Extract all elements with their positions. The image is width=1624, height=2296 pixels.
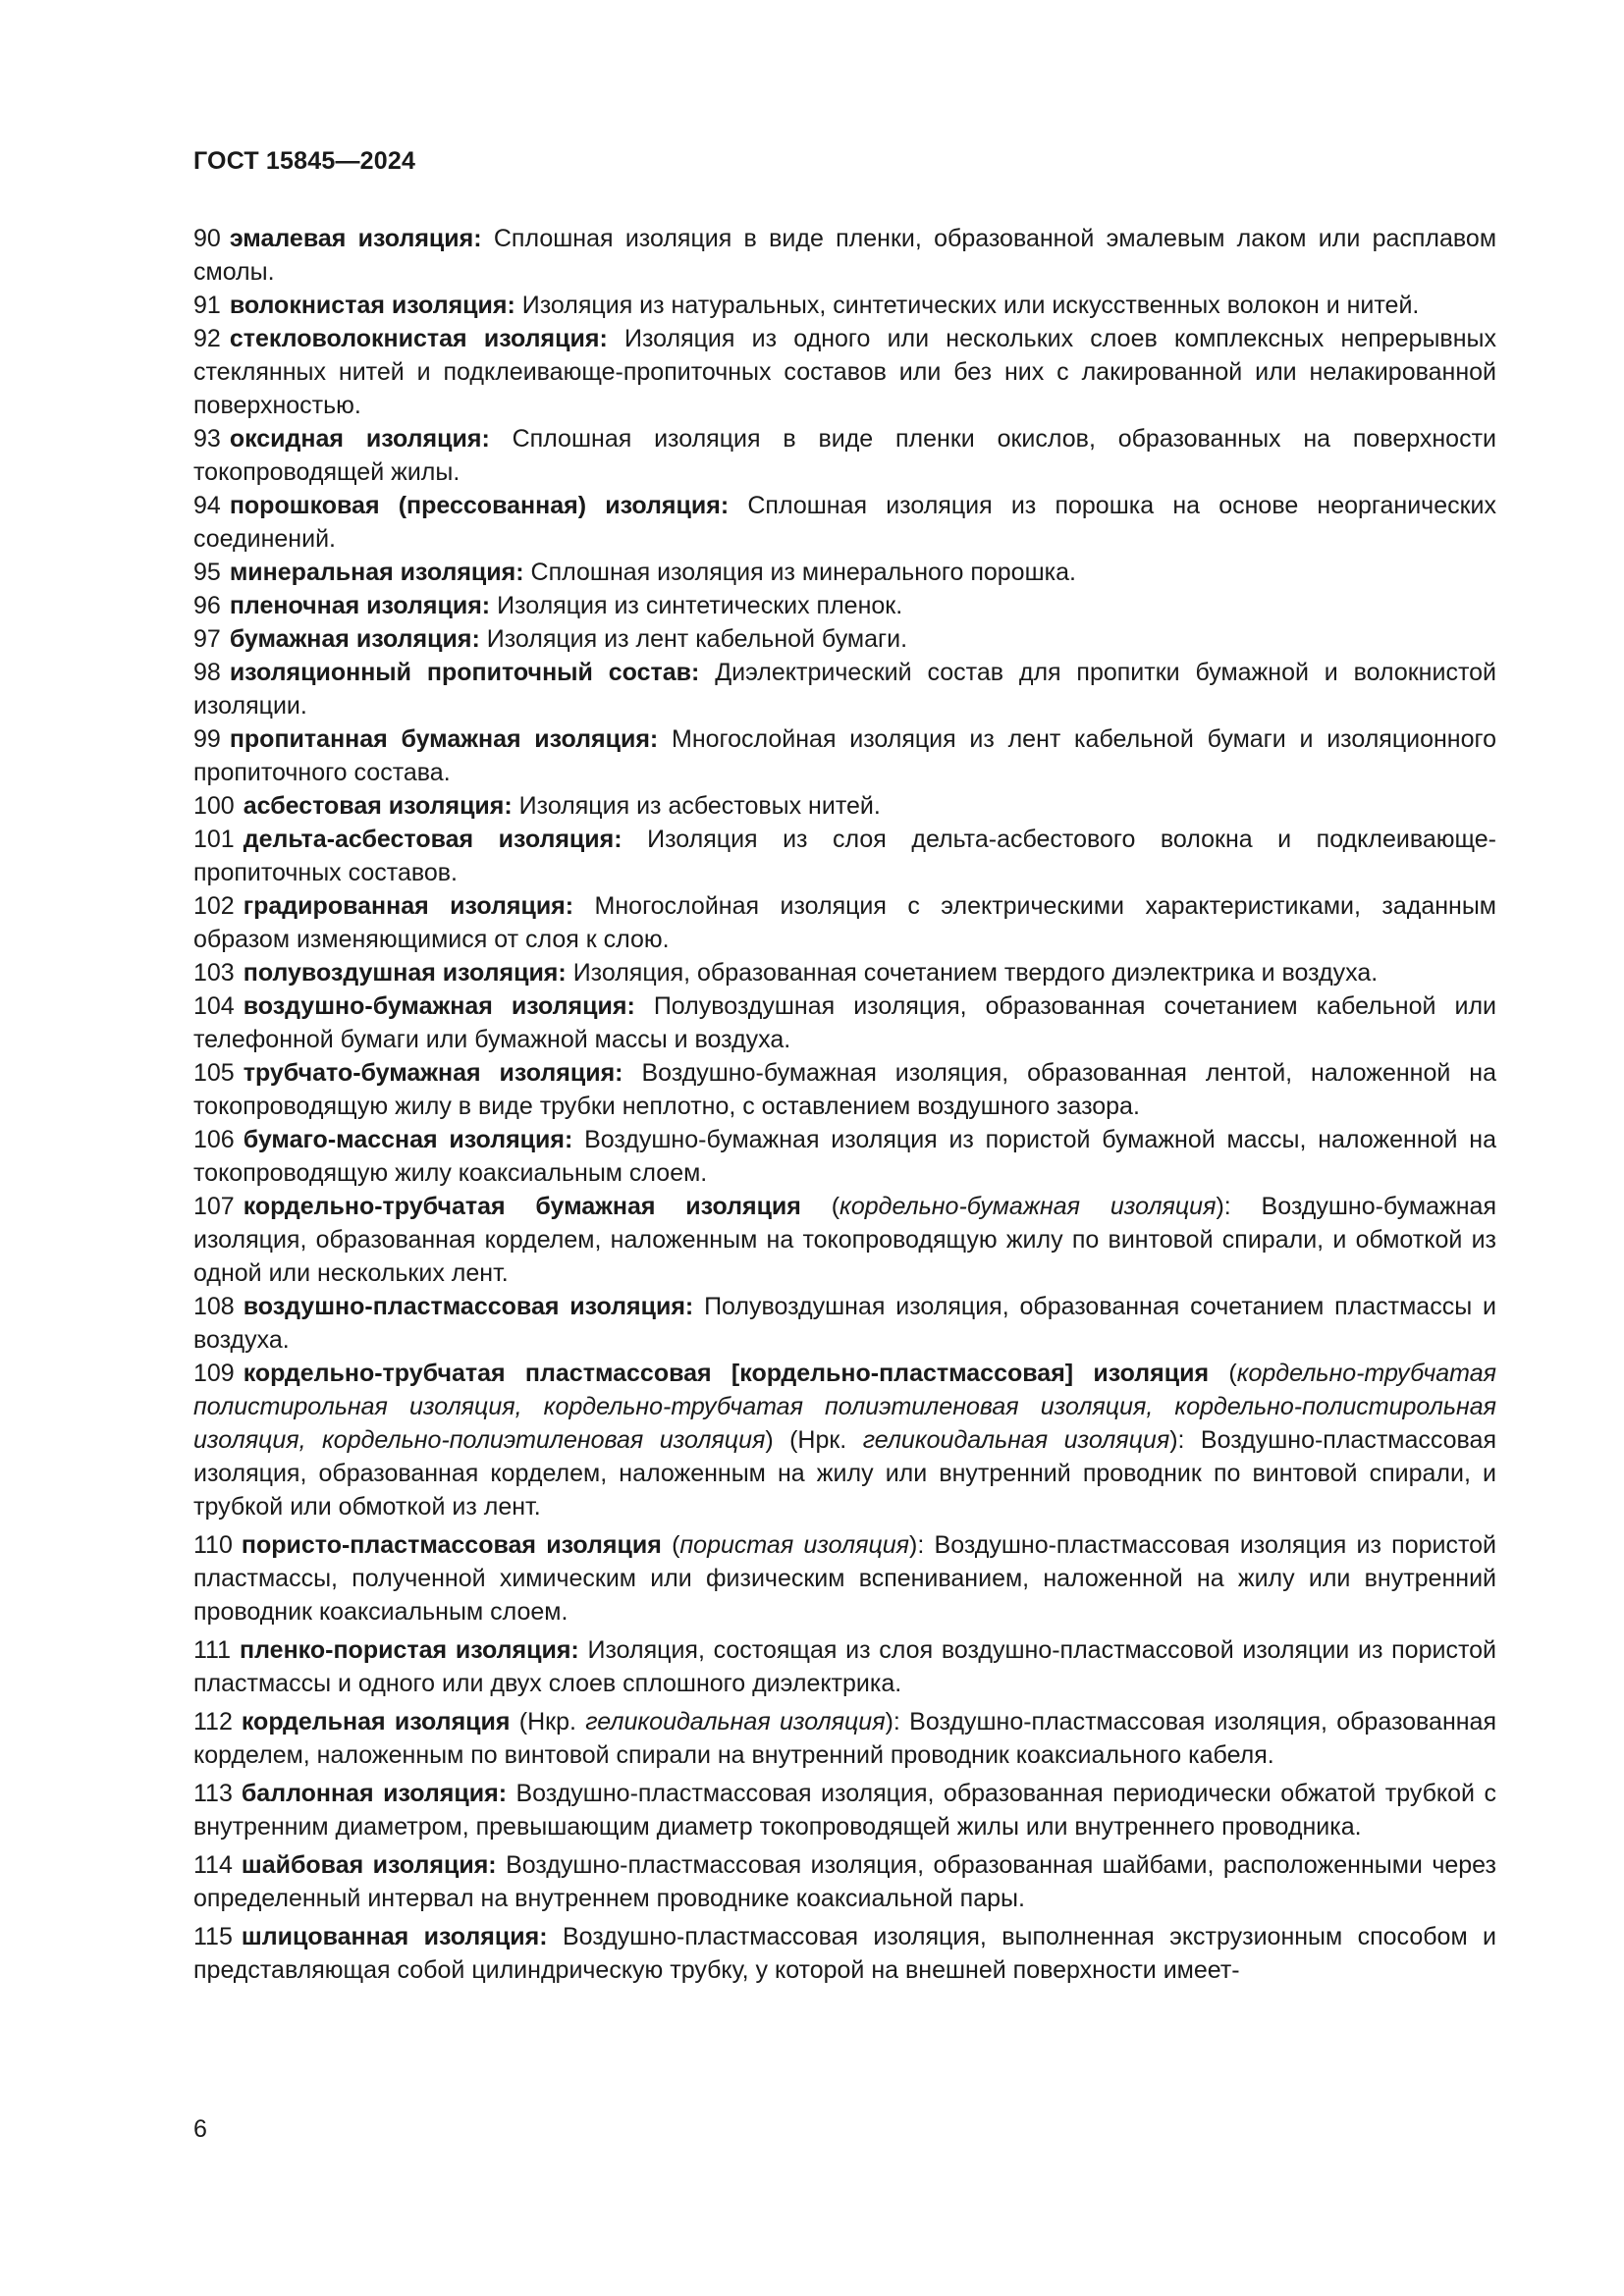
entry-term: дельта-асбестовая изоляция: — [243, 826, 623, 853]
entry-term: воздушно-пластмассовая изоляция: — [243, 1293, 694, 1320]
entry-definition: Изоляция, образованная сочетанием твердого диэлектрика и воздуха. — [572, 959, 1379, 987]
entry-term: шайбовая изоляция: — [241, 1851, 497, 1879]
entry-number: 95 — [193, 559, 221, 586]
term-entry — [193, 1190, 1496, 1290]
term-entry — [193, 1290, 1496, 1357]
entry-definition: Изоляция из одного или нескольких слоев комплексных непрерывных стеклянных нитей и подклеивающе-пропиточных составов или без них с лакированной или нелакированной поверхностью. — [193, 325, 1496, 419]
term-entry — [193, 222, 1496, 289]
entry-number: 90 — [193, 225, 221, 252]
entry-term: полувоздушная изоляция: — [243, 959, 567, 987]
entry-term: порошковая (прессованная) изоляция: — [229, 492, 730, 519]
entry-term: пленко-пористая изоляция: — [240, 1636, 579, 1664]
entry-number: 108 — [193, 1293, 235, 1320]
entry-term: эмалевая изоляция: — [229, 225, 482, 252]
entry-definition: Воздушно-бумажная изоляция, образованная лентой, наложенной на токопроводящую жилу в виде трубки неплотно, с оставлением воздушного зазора. — [193, 1059, 1496, 1120]
document-header: ГОСТ 15845—2024 — [193, 147, 416, 175]
term-entry — [193, 889, 1496, 956]
term-entry — [193, 1633, 1496, 1700]
entry-term: волокнистая изоляция: — [229, 292, 515, 319]
term-entry — [193, 789, 1496, 823]
entry-paren-open: ( — [800, 1193, 840, 1220]
term-entry — [193, 289, 1496, 322]
term-entry — [193, 589, 1496, 622]
entry-number: 106 — [193, 1126, 235, 1153]
term-entry — [193, 1123, 1496, 1190]
term-entry — [193, 556, 1496, 589]
entry-number: 94 — [193, 492, 221, 519]
entry-definition: Изоляция из асбестовых нитей. — [518, 792, 881, 820]
entry-synonym: кордельно-бумажная изоляция — [839, 1193, 1217, 1220]
entry-number: 109 — [193, 1360, 235, 1387]
entry-term: кордельная изоляция — [241, 1708, 511, 1735]
entry-definition: Воздушно-пластмассовая изоляция, образованная корделем, наложенным на жилу или внутренний проводник по винтовой спирали, и трубкой или обмоткой из лент. — [193, 1426, 1496, 1521]
entry-definition: Воздушно-бумажная изоляция, образованная корделем, наложенным на токопроводящую жилу по винтовой спирали, и обмоткой из одной или нескольких лент. — [193, 1193, 1496, 1287]
entry-term: кордельно-трубчатая пластмассовая [кордельно-пластмассовая] изоляция — [243, 1360, 1210, 1387]
term-entry — [193, 1528, 1496, 1629]
entry-number: 102 — [193, 892, 235, 920]
entry-number: 104 — [193, 992, 235, 1020]
term-entry — [193, 1056, 1496, 1123]
entry-synonym: пористая изоляция — [679, 1531, 910, 1559]
entry-definition: Сплошная изоляция из порошка на основе неорганических соединений. — [193, 492, 1497, 553]
entry-paren-close: ): — [1169, 1426, 1185, 1454]
term-entry — [193, 489, 1496, 556]
entry-number: 112 — [193, 1708, 233, 1735]
entry-number: 111 — [193, 1636, 232, 1664]
entry-term: оксидная изоляция: — [229, 425, 490, 453]
entry-term: пористо-пластмассовая изоляция — [241, 1531, 662, 1559]
entry-definition: Сплошная изоляция в виде пленки, образованной эмалевым лаком или расплавом смолы. — [193, 225, 1497, 286]
term-entry — [193, 656, 1496, 722]
entry-term: шлицованная изоляция: — [241, 1923, 548, 1950]
entry-term: пленочная изоляция: — [229, 592, 491, 619]
term-entry — [193, 622, 1496, 656]
term-entry — [193, 989, 1496, 1056]
entry-synonym-deprecated: геликоидальная изоляция — [862, 1426, 1170, 1454]
term-entry — [193, 956, 1496, 989]
entry-number: 113 — [193, 1780, 233, 1807]
entry-paren-open: ( — [661, 1531, 680, 1559]
document-body — [193, 222, 1496, 1987]
entry-definition: Сплошная изоляция из минерального порошка. — [530, 559, 1076, 586]
entry-term: минеральная изоляция: — [229, 559, 524, 586]
entry-definition: Полувоздушная изоляция, образованная сочетанием кабельной или телефонной бумаги или бумажной массы и воздуха. — [193, 992, 1496, 1053]
entry-definition: Изоляция из лент кабельной бумаги. — [486, 625, 908, 653]
term-entry — [193, 823, 1496, 889]
entry-term: воздушно-бумажная изоляция: — [243, 992, 635, 1020]
entry-definition: Изоляция из слоя дельта-асбестового волокна и подклеивающе-пропиточных составов. — [193, 826, 1496, 886]
entry-term: баллонная изоляция: — [241, 1780, 508, 1807]
term-entry — [193, 1357, 1496, 1523]
entry-term: бумажная изоляция: — [229, 625, 480, 653]
entry-definition: Воздушно-пластмассовая изоляция, образованная корделем, наложенным по винтовой спирали на внутренний проводник коаксиального кабеля. — [193, 1708, 1497, 1769]
entry-definition: Изоляция, состоящая из слоя воздушно-пластмассовой изоляции из пористой пластмассы и одного или двух слоев сплошного диэлектрика. — [193, 1636, 1496, 1697]
term-entry — [193, 322, 1496, 422]
entry-term: трубчато-бумажная изоляция: — [243, 1059, 623, 1087]
entry-definition: Сплошная изоляция в виде пленки окислов, образованных на поверхности токопроводящей жилы. — [193, 425, 1496, 486]
entry-number: 100 — [193, 792, 235, 820]
entry-definition: Воздушно-пластмассовая изоляция из пористой пластмассы, полученной химическим или физическим вспениванием, наложенной на жилу или внутренний проводник коаксиальным слоем. — [193, 1531, 1497, 1626]
entry-number: 107 — [193, 1193, 235, 1220]
term-entry — [193, 1848, 1496, 1915]
entry-term: изоляционный пропиточный состав: — [229, 659, 700, 686]
entry-definition: Диэлектрический состав для пропитки бумажной и волокнистой изоляции. — [193, 659, 1496, 720]
entry-paren-close: ): — [909, 1531, 925, 1559]
entry-number: 114 — [193, 1851, 233, 1879]
entry-paren-open: ( — [1209, 1360, 1237, 1387]
term-entry — [193, 422, 1496, 489]
entry-term: пропитанная бумажная изоляция: — [229, 725, 659, 753]
entry-synonym-deprecated: геликоидальная изоляция — [585, 1708, 886, 1735]
entry-term: кордельно-трубчатая бумажная изоляция — [243, 1193, 801, 1220]
term-entry — [193, 1705, 1496, 1772]
entry-number: 101 — [193, 826, 235, 853]
page-number: 6 — [193, 2115, 207, 2143]
entry-definition: Полувоздушная изоляция, образованная сочетанием пластмассы и воздуха. — [193, 1293, 1496, 1354]
entry-number: 98 — [193, 659, 221, 686]
term-entry — [193, 1920, 1496, 1987]
term-entry — [193, 1777, 1496, 1843]
entry-definition: Многослойная изоляция с электрическими характеристиками, заданным образом изменяющимися от слоя к слою. — [193, 892, 1496, 953]
entry-number: 115 — [193, 1923, 233, 1950]
entry-term: бумаго-массная изоляция: — [243, 1126, 573, 1153]
entry-definition: Изоляция из натуральных, синтетических или искусственных волокон и нитей. — [521, 292, 1420, 319]
entry-definition: Изоляция из синтетических пленок. — [497, 592, 903, 619]
entry-term: асбестовая изоляция: — [243, 792, 513, 820]
entry-definition: Воздушно-бумажная изоляция из пористой бумажной массы, наложенной на токопроводящую жилу коаксиальным слоем. — [193, 1126, 1496, 1187]
entry-paren-mid: ) (Нрк. — [765, 1426, 863, 1454]
entry-number: 93 — [193, 425, 221, 453]
entry-definition: Воздушно-пластмассовая изоляция, выполненная экструзионным способом и представляющая собой цилиндрическую трубку, у которой на внешней поверхности имеет- — [193, 1923, 1496, 1984]
entry-term: стекловолокнистая изоляция: — [229, 325, 608, 352]
entry-synonym: кордельно-трубчатая полистирольная изоляция, кордельно-трубчатая полиэтиленовая изоляция, кордельно-полистирольная изоляция, кордельно-полиэтиленовая изоляция — [193, 1360, 1496, 1454]
entry-paren-open: (Нкр. — [510, 1708, 586, 1735]
entry-number: 96 — [193, 592, 221, 619]
entry-number: 92 — [193, 325, 221, 352]
entry-number: 110 — [193, 1531, 233, 1559]
entry-number: 103 — [193, 959, 235, 987]
entry-definition: Многослойная изоляция из лент кабельной бумаги и изоляционного пропиточного состава. — [193, 725, 1496, 786]
entry-paren-close: ): — [885, 1708, 900, 1735]
entry-paren-close: ): — [1216, 1193, 1231, 1220]
entry-number: 97 — [193, 625, 221, 653]
entry-definition: Воздушно-пластмассовая изоляция, образованная периодически обжатой трубкой с внутренним диаметром, превышающим диаметр токопроводящей жилы или внутреннего проводника. — [193, 1780, 1496, 1841]
entry-number: 99 — [193, 725, 221, 753]
entry-term: градированная изоляция: — [243, 892, 574, 920]
entry-number: 105 — [193, 1059, 235, 1087]
term-entry — [193, 722, 1496, 789]
entry-number: 91 — [193, 292, 221, 319]
entry-definition: Воздушно-пластмассовая изоляция, образованная шайбами, расположенными через определенный интервал на внутреннем проводнике коаксиальной пары. — [193, 1851, 1496, 1912]
